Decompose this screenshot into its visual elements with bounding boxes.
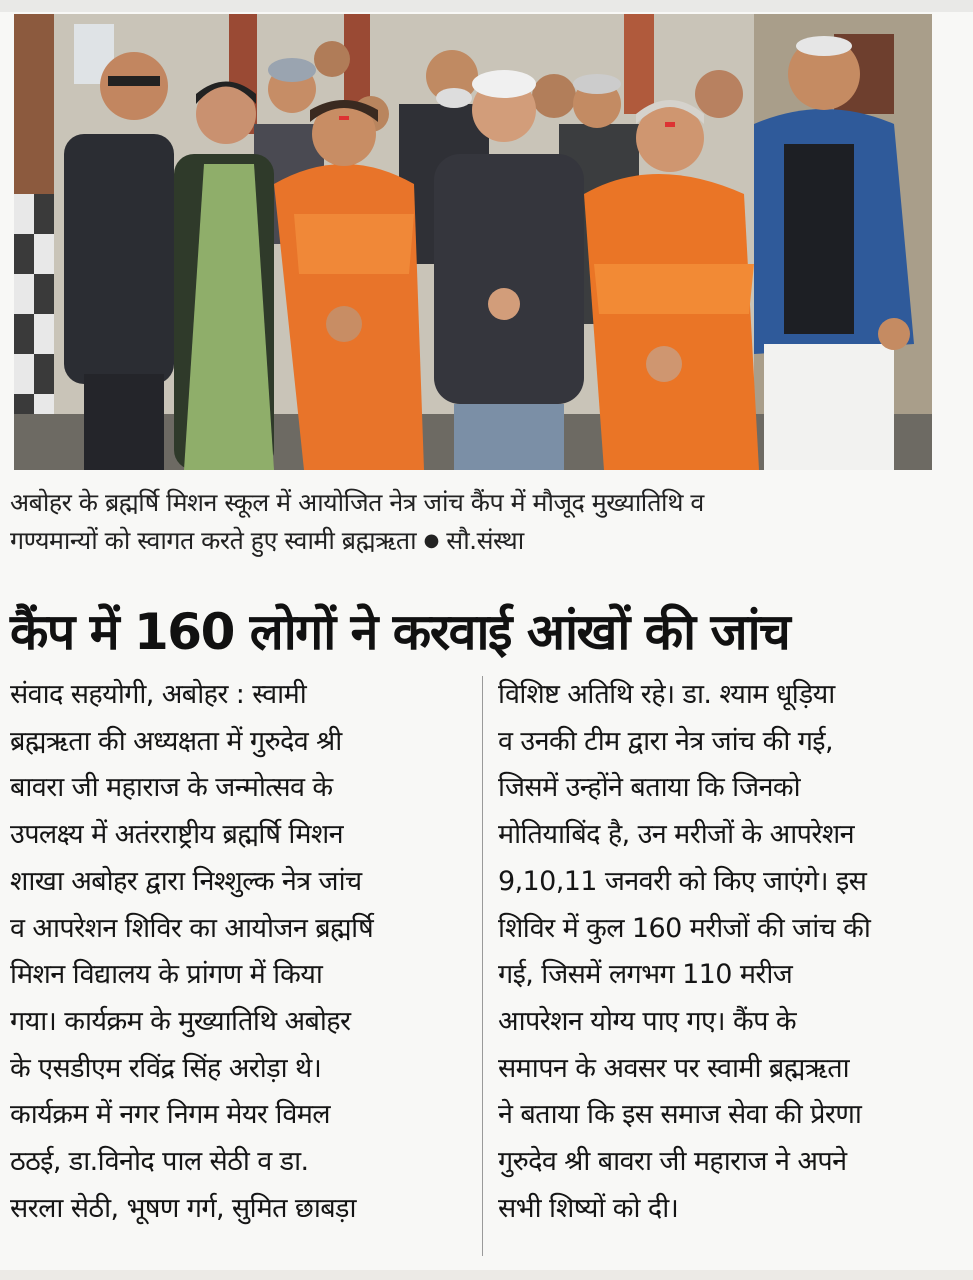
group-photo	[14, 14, 932, 470]
body-line: ब्रह्मऋता की अध्यक्षता में गुरुदेव श्री	[10, 725, 342, 757]
body-line: गया। कार्यक्रम के मुख्यातिथि अबोहर	[10, 1005, 351, 1037]
body-line: गई, जिसमें लगभग 110 मरीज	[498, 959, 793, 991]
photo-illustration	[14, 14, 932, 470]
body-line: संवाद सहयोगी, अबोहर : स्वामी	[10, 679, 307, 710]
article-column-right	[498, 672, 958, 1232]
article-column-left	[10, 672, 470, 1232]
body-line: सभी शिष्यों को दी।	[498, 1192, 679, 1224]
body-line: आपरेशन योग्य पाए गए। कैंप के	[498, 1005, 796, 1037]
body-line: शिविर में कुल 160 मरीजों की जांच की	[498, 912, 871, 944]
body-line: गुरुदेव श्री बावरा जी महाराज ने अपने	[498, 1146, 847, 1178]
body-line: जिसमें उन्होंने बताया कि जिनको	[498, 772, 801, 804]
article-headline: कैंप में 160 लोगों ने करवाई आंखों की जांच	[10, 603, 790, 661]
body-line: सरला सेठी, भूषण गर्ग, सुमित छाबड़ा	[10, 1192, 356, 1224]
caption-line-1: अबोहर के ब्रह्मर्षि मिशन स्कूल में आयोजित नेत्र जांच कैंप में मौजूद मुख्यातिथि व	[10, 488, 704, 517]
body-line: समापन के अवसर पर स्वामी ब्रह्मऋता	[498, 1052, 849, 1084]
bottom-border	[0, 1270, 973, 1280]
body-line: के एसडीएम रविंद्र सिंह अरोड़ा थे।	[10, 1052, 322, 1084]
body-line: बावरा जी महाराज के जन्मोत्सव के	[10, 772, 333, 804]
body-line: उपलक्ष्य में अतंरराष्ट्रीय ब्रह्मर्षि मिशन	[10, 819, 344, 851]
photo-caption	[10, 484, 910, 560]
body-line: मिशन विद्यालय के प्रांगण में किया	[10, 959, 323, 991]
body-line: कार्यक्रम में नगर निगम मेयर विमल	[10, 1099, 330, 1131]
body-line: शाखा अबोहर द्वारा निश्शुल्क नेत्र जांच	[10, 865, 362, 897]
top-border	[0, 0, 973, 12]
body-line: विशिष्ट अतिथि रहे। डा. श्याम धूड़िया	[498, 679, 835, 710]
bullet-dot-icon: ●	[423, 530, 439, 551]
body-line: 9,10,11 जनवरी को किए जाएंगे। इस	[498, 865, 867, 897]
photo-credit: सौ.संस्था	[446, 526, 524, 555]
body-line: ने बताया कि इस समाज सेवा की प्रेरणा	[498, 1099, 862, 1131]
body-line: व आपरेशन शिविर का आयोजन ब्रह्मर्षि	[10, 912, 374, 944]
body-line: व उनकी टीम द्वारा नेत्र जांच की गई,	[498, 725, 833, 757]
body-line: ठठई, डा.विनोद पाल सेठी व डा.	[10, 1146, 309, 1178]
caption-line-2	[10, 522, 910, 560]
column-divider	[482, 676, 483, 1256]
body-line: मोतियाबिंद है, उन मरीजों के आपरेशन	[498, 819, 854, 851]
caption-line-2-text: गण्यमान्यों को स्वागत करते हुए स्वामी ब्रह्मऋता	[10, 526, 417, 555]
